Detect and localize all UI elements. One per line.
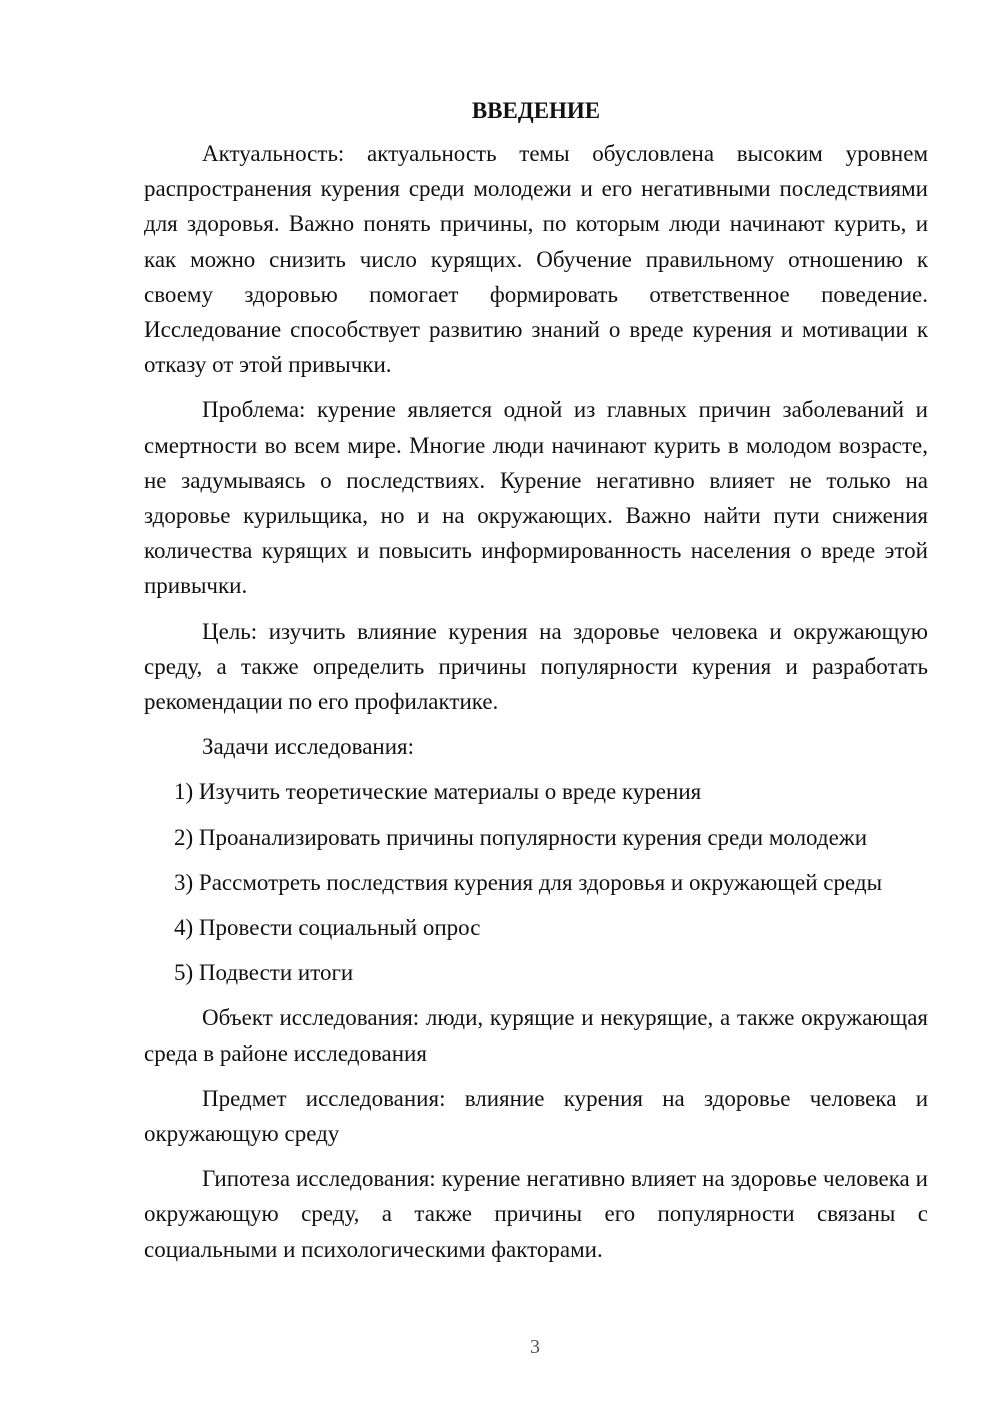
paragraph-subject: Предмет исследования: влияние курения на здоровье человека и окружающую среду <box>144 1085 928 1147</box>
task-item-2: 2) Проанализировать причины популярности курения среди молодежи <box>174 824 868 850</box>
task-item-5: 5) Подвести итоги <box>174 960 354 986</box>
paragraph-object: Объект исследования: люди, курящие и некурящие, а также окружающая среда в районе исследования <box>144 1005 928 1066</box>
paragraph-hypothesis: Гипотеза исследования: курение негативно влияет на здоровье человека и окружающую среду, а также причины его популярности связаны с социальными и психологическими факторами. <box>144 1166 928 1262</box>
paragraph-goal: Цель: изучить влияние курения на здоровье человека и окружающую среду, а также определить причины популярности курения и разработать рекомендации по его профилактике. <box>144 618 928 715</box>
paragraph-problem: Проблема: курение является одной из главных причин заболеваний и смертности во всем мире. Многие люди начинают курить в молодом возрасте, не задумываясь о последствиях. Курение негативно влияет не только на здоровье курильщика, но и на окружающих. Важно найти пути снижения количества курящих и повысить информированность населения о вреде этой привычки. <box>144 397 928 599</box>
paragraph-relevance: Актуальность: актуальность темы обусловлена высоким уровнем распространения курения среди молодежи и его негативными последствиями для здоровья. Важно понять причины, по которым люди начинают курить, и как можно снизить число курящих. Обучение правильному отношению к своему здоровью помогает формировать ответственное поведение. Исследование способствует развитию знаний о вреде курения и мотивации к отказу от этой привычки. <box>144 141 928 378</box>
section-heading: ВВЕДЕНИЕ <box>471 98 601 123</box>
task-item-4: 4) Провести социальный опрос <box>174 915 481 941</box>
task-item-3: 3) Рассмотреть последствия курения для здоровья и окружающей среды <box>174 869 883 895</box>
page-content <box>144 96 928 1277</box>
task-item-1: 1) Изучить теоретические материалы о вреде курения <box>174 779 702 805</box>
page-number: 3 <box>530 1336 540 1358</box>
paragraph-tasks-intro: Задачи исследования: <box>202 734 415 760</box>
